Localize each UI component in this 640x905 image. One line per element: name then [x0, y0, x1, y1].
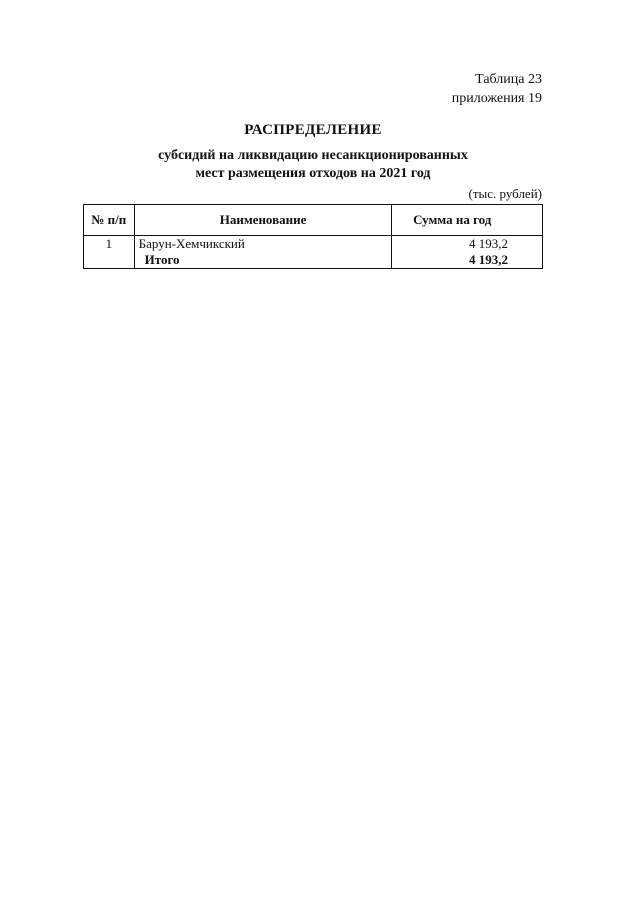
distribution-table: [83, 204, 543, 269]
column-header-name: Наименование: [134, 205, 392, 236]
table-row: [84, 236, 543, 253]
document-subtitle: [0, 147, 626, 183]
table-reference: [452, 70, 542, 108]
total-row: [84, 252, 543, 269]
appendix-number: приложения 19: [451, 91, 542, 106]
table-header-row: [84, 205, 543, 236]
subtitle-line-1: субсидий на ликвидацию несанкционированных: [158, 148, 468, 163]
row-name-cell: Барун-Хемчикский: [134, 236, 392, 253]
column-header-number: № п/п: [84, 205, 135, 236]
row-number-cell: 1: [84, 236, 135, 253]
document-title: РАСПРЕДЕЛЕНИЕ: [244, 122, 382, 138]
row-amount-cell: 4 193,2: [392, 236, 543, 253]
subtitle-line-2: мест размещения отходов на 2021 год: [195, 166, 431, 181]
total-amount-cell: 4 193,2: [392, 252, 543, 269]
total-number-cell: [84, 252, 135, 269]
total-label-cell: Итого: [134, 252, 392, 269]
units-label: (тыс. рублей): [468, 186, 542, 201]
table-number: Таблица 23: [475, 72, 542, 87]
column-header-amount: Сумма на год: [392, 205, 543, 236]
